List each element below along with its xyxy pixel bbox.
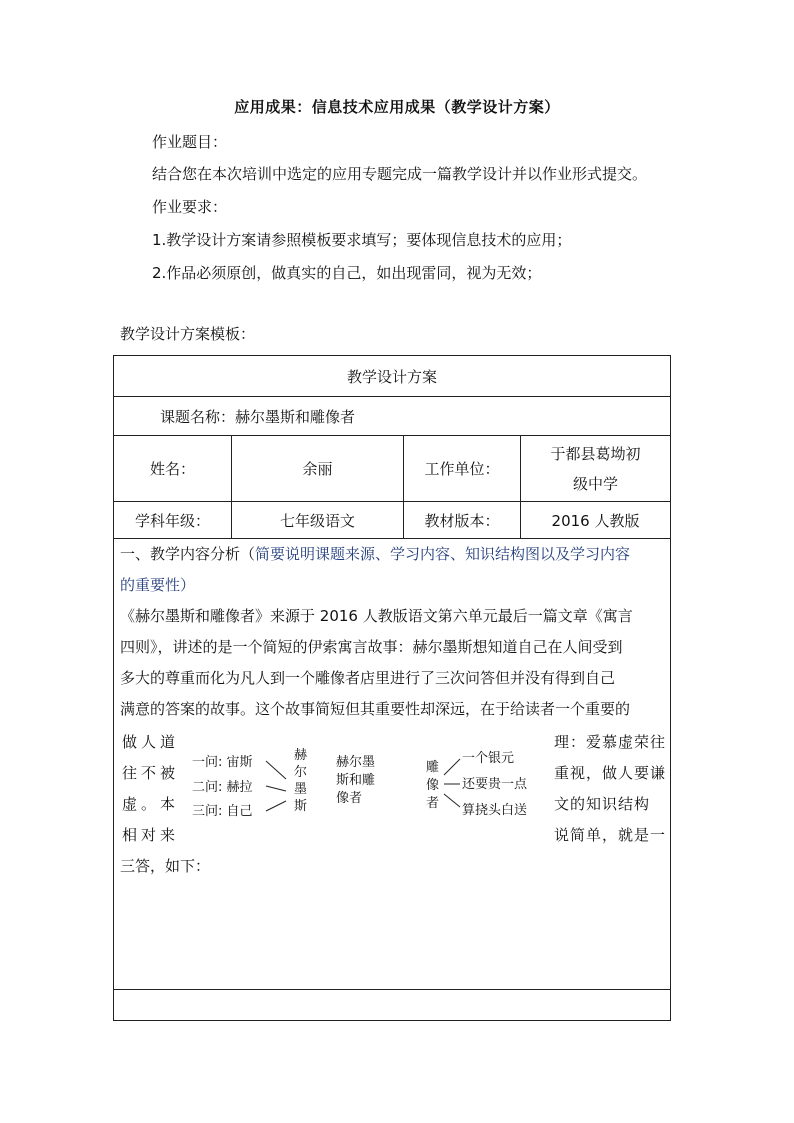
unit-label: 工作单位： — [404, 436, 521, 502]
connector-line — [266, 761, 286, 779]
topic-cell: 课题名称：赫尔墨斯和雕像者 — [114, 397, 671, 436]
grade-value: 七年级语文 — [232, 502, 404, 539]
question-2: 二问: 赫拉 — [192, 780, 253, 795]
requirement-2: 2.作品必须原创，做真实的自己，如出现雷同，视为无效； — [152, 264, 542, 282]
assignment-requirements-label: 作业要求： — [152, 198, 228, 216]
content-line-6: 满意的答案的故事。这个故事简短但其重要性却深远，在于给读者一个重要的 — [120, 700, 631, 718]
left-wrap-line: 往不被 — [122, 764, 180, 782]
section-heading: 一、教学内容分析（ — [120, 545, 256, 563]
question-3: 三问: 自己 — [192, 804, 253, 819]
connector-line — [266, 786, 286, 791]
sculptor-char: 者 — [426, 796, 440, 811]
connector-line — [444, 794, 460, 807]
sculptor-char: 雕 — [426, 760, 440, 775]
section-hint: 简要说明课题来源、学习内容、知识结构图以及学习内容 — [255, 545, 631, 563]
name-value: 余丽 — [232, 436, 404, 502]
content-line-5: 多大的尊重而化为凡人到一个雕像者店里进行了三次问答但并没有得到自己 — [120, 669, 616, 687]
name-label: 姓名： — [114, 436, 232, 502]
right-wrap-line: 说简单，就是一 — [554, 826, 667, 844]
content-line-3: 《赫尔墨斯和雕像者》来源于 2016 人教版语文第六单元最后一篇文章《寓言 — [120, 607, 633, 625]
content-line-4: 四则》，讲述的是一个简短的伊索寓言故事：赫尔墨斯想知道自己在人间受到 — [120, 638, 623, 656]
assignment-topic-label: 作业题目： — [152, 133, 228, 151]
template-label: 教学设计方案模板： — [120, 325, 256, 343]
textbook-value: 2016 人教版 — [521, 502, 671, 539]
table-heading: 教学设计方案 — [114, 356, 671, 397]
hermes-char: 斯 — [294, 799, 308, 814]
diagram-connector-lines — [114, 539, 671, 989]
answer-1: 一个银元 — [462, 751, 515, 766]
design-table — [113, 355, 671, 1021]
right-wrap-line: 重视，做人要谦 — [554, 764, 667, 782]
textbook-label: 教材版本： — [404, 502, 521, 539]
empty-row — [114, 990, 671, 1021]
page-title: 应用成果：信息技术应用成果（教学设计方案） — [234, 98, 560, 116]
content-line-2: 的重要性） — [120, 576, 196, 594]
unit-value-line-1: 于都县葛坳初 — [550, 444, 641, 463]
right-wrap-line: 文的知识结构 — [554, 795, 651, 813]
sculptor-char: 像 — [426, 778, 440, 793]
right-wrap-line: 理：爱慕虚荣往 — [554, 733, 667, 751]
requirement-1: 1.教学设计方案请参照模板要求填写；要体现信息技术的应用； — [152, 231, 572, 249]
connector-line — [444, 759, 460, 775]
question-1: 一问: 宙斯 — [192, 755, 253, 770]
unit-value — [521, 436, 671, 502]
center-title-line: 赫尔墨 — [336, 755, 376, 770]
answer-2: 还要贵一点 — [462, 777, 528, 792]
content-analysis-cell — [114, 539, 671, 990]
hermes-char: 赫 — [294, 748, 308, 763]
grade-label: 学科年级： — [114, 502, 232, 539]
center-title-line: 斯和雕 — [336, 773, 376, 788]
answer-3: 算挠头白送 — [462, 803, 528, 818]
left-wrap-line: 虚。本 — [122, 795, 180, 813]
unit-value-line-2: 级中学 — [573, 474, 619, 493]
content-last-line: 三答，如下： — [120, 857, 211, 875]
left-wrap-line: 相对来 — [122, 826, 180, 844]
center-title-line: 像者 — [336, 791, 363, 806]
left-wrap-line: 做人道 — [122, 733, 180, 751]
connector-line — [266, 801, 286, 811]
assignment-topic-text: 结合您在本次培训中选定的应用专题完成一篇教学设计并以作业形式提交。 — [152, 165, 648, 183]
hermes-char: 尔 — [294, 765, 308, 780]
hermes-char: 墨 — [294, 782, 308, 797]
